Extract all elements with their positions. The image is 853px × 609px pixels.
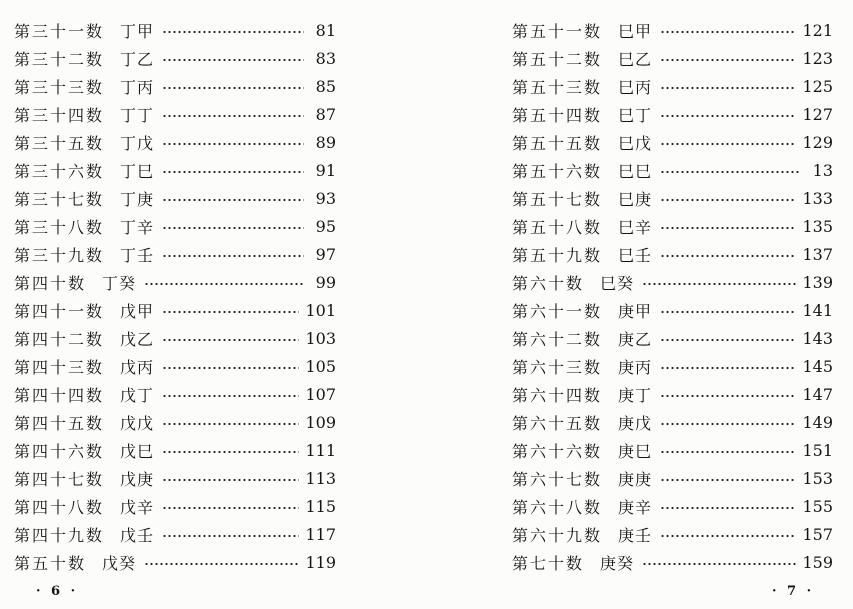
dot-leader	[144, 562, 299, 566]
toc-entry-page: 87	[315, 104, 336, 124]
toc-entry-title: 第五十四数	[512, 105, 603, 125]
dot-leader	[162, 254, 304, 258]
toc-entry-title: 第六十一数	[512, 301, 603, 321]
toc-entry-stems: 丁甲	[120, 21, 155, 41]
toc-entry-page: 93	[315, 188, 336, 208]
toc-entry	[512, 240, 833, 268]
toc-entry	[14, 464, 336, 492]
toc-entry-stems: 丁癸	[102, 273, 137, 293]
toc-entry-page: 157	[802, 524, 833, 544]
dot-leader	[642, 282, 796, 286]
toc-entry	[512, 548, 833, 576]
dot-leader	[660, 394, 796, 398]
toc-entry-stems: 丁丁	[120, 105, 155, 125]
toc-entry-page: 147	[802, 384, 833, 404]
toc-entry-page: 123	[802, 48, 833, 68]
toc-entry-title: 第六十二数	[512, 329, 603, 349]
dot-leader	[660, 58, 796, 62]
toc-entry	[14, 128, 336, 156]
toc-entry-page: 85	[315, 76, 336, 96]
toc-entry-title: 第五十六数	[512, 161, 603, 181]
toc-entry	[14, 184, 336, 212]
toc-entry-title: 第四十七数	[14, 469, 105, 489]
toc-entry-stems: 丁巳	[120, 161, 155, 181]
toc-entry-page: 91	[315, 160, 336, 180]
toc-entry-title: 第六十四数	[512, 385, 603, 405]
dot-leader	[660, 506, 796, 510]
toc-entry-stems: 庚乙	[618, 329, 653, 349]
toc-entry	[512, 352, 833, 380]
dot-leader	[162, 310, 299, 314]
toc-entry-page: 151	[802, 440, 833, 460]
dot-leader	[162, 366, 299, 370]
dot-leader	[660, 310, 796, 314]
toc-entry	[512, 212, 833, 240]
toc-entry-title: 第六十九数	[512, 525, 603, 545]
toc-entry	[512, 44, 833, 72]
toc-entry-title: 第六十六数	[512, 441, 603, 461]
dot-leader	[162, 58, 304, 62]
toc-entry	[14, 212, 336, 240]
toc-entry-page: 149	[802, 412, 833, 432]
toc-entry-stems: 戊丙	[120, 357, 155, 377]
toc-entry-page: 95	[315, 216, 336, 236]
toc-entry	[14, 16, 336, 44]
toc-entry	[14, 72, 336, 100]
dot-leader	[660, 366, 796, 370]
toc-entry-stems: 巳巳	[618, 161, 653, 181]
toc-entry-stems: 巳戊	[618, 133, 653, 153]
toc-entry-stems: 巳丙	[618, 77, 653, 97]
dot-leader	[162, 478, 299, 482]
toc-entry-stems: 戊辛	[120, 497, 155, 517]
toc-entry-title: 第五十七数	[512, 189, 603, 209]
toc-entry	[14, 240, 336, 268]
toc-entry-page: 127	[802, 104, 833, 124]
toc-entry-page: 81	[315, 20, 336, 40]
toc-entry-page: 97	[315, 244, 336, 264]
dot-leader	[162, 534, 299, 538]
toc-entry-title: 第四十八数	[14, 497, 105, 517]
toc-entry-title: 第四十四数	[14, 385, 105, 405]
toc-entry-title: 第五十二数	[512, 49, 603, 69]
toc-entry	[14, 380, 336, 408]
toc-entry-stems: 巳辛	[618, 217, 653, 237]
toc-entry-title: 第三十二数	[14, 49, 105, 69]
toc-entry	[512, 156, 833, 184]
toc-entry-stems: 戊庚	[120, 469, 155, 489]
toc-entry	[512, 408, 833, 436]
toc-entry-stems: 戊癸	[102, 553, 137, 573]
toc-entry-page: 155	[802, 496, 833, 516]
toc-entry-page: 143	[802, 328, 833, 348]
toc-entry	[14, 44, 336, 72]
dot-leader	[660, 478, 796, 482]
toc-entry-page: 115	[305, 496, 336, 516]
dot-leader	[660, 226, 796, 230]
toc-entry-title: 第三十九数	[14, 245, 105, 265]
toc-entry-title: 第五十九数	[512, 245, 603, 265]
toc-entry-stems: 巳壬	[618, 245, 653, 265]
toc-entry-stems: 巳甲	[618, 21, 653, 41]
dot-leader	[660, 170, 801, 174]
toc-entry-title: 第六十八数	[512, 497, 603, 517]
toc-entry-stems: 庚壬	[618, 525, 653, 545]
toc-entry-stems: 庚庚	[618, 469, 653, 489]
toc-entry-stems: 丁戊	[120, 133, 155, 153]
toc-entry	[14, 100, 336, 128]
dot-leader	[660, 534, 796, 538]
toc-column-right	[512, 16, 833, 576]
dot-leader	[162, 86, 304, 90]
toc-entry	[512, 492, 833, 520]
toc-entry-page: 103	[305, 328, 336, 348]
toc-entry-page: 89	[315, 132, 336, 152]
toc-entry-page: 137	[802, 244, 833, 264]
toc-entry	[14, 352, 336, 380]
toc-entry-stems: 戊乙	[120, 329, 155, 349]
toc-entry-title: 第四十五数	[14, 413, 105, 433]
dot-leader	[162, 170, 304, 174]
toc-entry	[14, 436, 336, 464]
toc-entry-page: 109	[305, 412, 336, 432]
toc-entry-page: 145	[802, 356, 833, 376]
toc-entry-page: 107	[305, 384, 336, 404]
toc-entry-page: 141	[802, 300, 833, 320]
toc-entry-stems: 庚甲	[618, 301, 653, 321]
toc-entry	[512, 436, 833, 464]
toc-entry	[14, 492, 336, 520]
toc-entry-title: 第六十三数	[512, 357, 603, 377]
page-number: · 6 ·	[36, 584, 79, 599]
toc-entry	[14, 324, 336, 352]
toc-entry-stems: 巳癸	[600, 273, 635, 293]
dot-leader	[660, 114, 796, 118]
toc-entry	[14, 520, 336, 548]
toc-entry-stems: 戊巳	[120, 441, 155, 461]
toc-entry-stems: 丁辛	[120, 217, 155, 237]
toc-entry-page: 113	[305, 468, 336, 488]
toc-entry-title: 第四十二数	[14, 329, 105, 349]
toc-entry-stems: 庚癸	[600, 553, 635, 573]
toc-entry-stems: 丁丙	[120, 77, 155, 97]
toc-entry-title: 第四十一数	[14, 301, 105, 321]
dot-leader	[162, 338, 299, 342]
toc-entry-page: 119	[305, 552, 336, 572]
toc-entry-page: 139	[802, 272, 833, 292]
toc-entry-stems: 巳庚	[618, 189, 653, 209]
toc-entry-page: 13	[812, 160, 833, 180]
toc-entry-page: 135	[802, 216, 833, 236]
toc-entry	[512, 268, 833, 296]
dot-leader	[144, 282, 304, 286]
dot-leader	[660, 198, 796, 202]
toc-entry-stems: 丁庚	[120, 189, 155, 209]
page-number: · 7 ·	[772, 584, 815, 599]
dot-leader	[162, 450, 299, 454]
toc-entry-title: 第五十五数	[512, 133, 603, 153]
toc-entry-title: 第四十九数	[14, 525, 105, 545]
toc-entry	[14, 156, 336, 184]
toc-entry-page: 83	[315, 48, 336, 68]
toc-entry-stems: 庚巳	[618, 441, 653, 461]
toc-column-left	[14, 16, 336, 576]
dot-leader	[162, 394, 299, 398]
dot-leader	[660, 254, 796, 258]
toc-entry	[512, 464, 833, 492]
toc-entry	[14, 408, 336, 436]
toc-entry-title: 第四十三数	[14, 357, 105, 377]
toc-entry-page: 105	[305, 356, 336, 376]
toc-entry-page: 101	[305, 300, 336, 320]
toc-entry-page: 133	[802, 188, 833, 208]
toc-entry-title: 第五十数	[14, 553, 87, 573]
toc-entry	[14, 268, 336, 296]
toc-entry-title: 第三十六数	[14, 161, 105, 181]
toc-entry-stems: 戊丁	[120, 385, 155, 405]
toc-entry	[512, 296, 833, 324]
toc-entry-page: 129	[802, 132, 833, 152]
toc-entry-title: 第六十数	[512, 273, 585, 293]
toc-entry	[512, 16, 833, 44]
dot-leader	[660, 86, 796, 90]
toc-entry-page: 121	[802, 20, 833, 40]
toc-entry-title: 第五十八数	[512, 217, 603, 237]
dot-leader	[162, 30, 304, 34]
toc-entry-stems: 戊壬	[120, 525, 155, 545]
toc-entry-page: 111	[305, 440, 336, 460]
toc-entry-title: 第六十七数	[512, 469, 603, 489]
dot-leader	[660, 422, 796, 426]
toc-entry	[512, 184, 833, 212]
toc-entry	[512, 324, 833, 352]
toc-entry-title: 第三十三数	[14, 77, 105, 97]
toc-entry-title: 第三十四数	[14, 105, 105, 125]
toc-entry	[512, 72, 833, 100]
toc-entry-stems: 庚戊	[618, 413, 653, 433]
toc-entry-title: 第三十八数	[14, 217, 105, 237]
toc-entry-stems: 丁壬	[120, 245, 155, 265]
toc-entry-stems: 庚丁	[618, 385, 653, 405]
toc-entry	[14, 548, 336, 576]
toc-entry-stems: 庚丙	[618, 357, 653, 377]
toc-entry-page: 159	[802, 552, 833, 572]
dot-leader	[162, 506, 299, 510]
toc-entry-title: 第四十数	[14, 273, 87, 293]
dot-leader	[660, 450, 796, 454]
toc-entry	[512, 128, 833, 156]
toc-entry	[512, 380, 833, 408]
toc-entry	[512, 100, 833, 128]
dot-leader	[162, 226, 304, 230]
dot-leader	[162, 114, 304, 118]
dot-leader	[660, 30, 796, 34]
toc-entry-title: 第三十一数	[14, 21, 105, 41]
toc-entry	[512, 520, 833, 548]
dot-leader	[660, 338, 796, 342]
toc-entry-title: 第三十五数	[14, 133, 105, 153]
dot-leader	[642, 562, 796, 566]
toc-entry-page: 153	[802, 468, 833, 488]
toc-entry-stems: 戊戊	[120, 413, 155, 433]
toc-entry	[14, 296, 336, 324]
toc-entry-title: 第三十七数	[14, 189, 105, 209]
toc-entry-title: 第五十三数	[512, 77, 603, 97]
dot-leader	[162, 198, 304, 202]
toc-entry-page: 99	[315, 272, 336, 292]
toc-entry-title: 第四十六数	[14, 441, 105, 461]
toc-entry-title: 第六十五数	[512, 413, 603, 433]
toc-entry-page: 125	[802, 76, 833, 96]
toc-entry-stems: 丁乙	[120, 49, 155, 69]
toc-entry-stems: 巳丁	[618, 105, 653, 125]
toc-entry-stems: 庚辛	[618, 497, 653, 517]
dot-leader	[660, 142, 796, 146]
toc-entry-page: 117	[305, 524, 336, 544]
toc-entry-title: 第五十一数	[512, 21, 603, 41]
dot-leader	[162, 142, 304, 146]
toc-entry-title: 第七十数	[512, 553, 585, 573]
dot-leader	[162, 422, 299, 426]
toc-entry-stems: 巳乙	[618, 49, 653, 69]
toc-entry-stems: 戊甲	[120, 301, 155, 321]
